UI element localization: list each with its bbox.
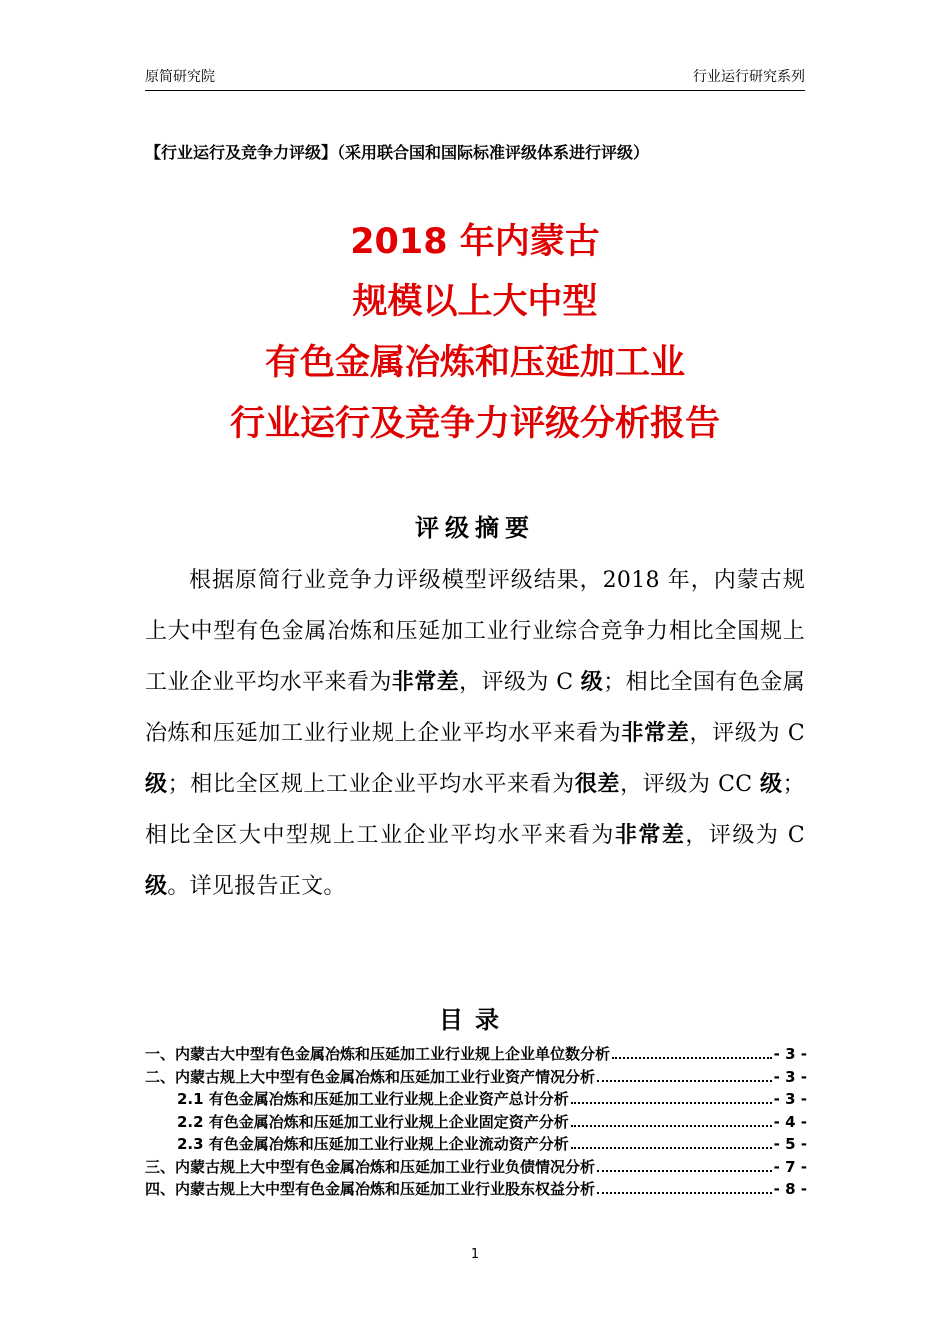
report-title-line-2: 规模以上大中型: [352, 282, 598, 322]
summary-rating-grade: 级: [145, 874, 168, 899]
toc-entry-page: - 3 -: [773, 1045, 807, 1063]
summary-text: ，评级为 CC: [620, 772, 761, 797]
toc-entry-label: 四、内蒙古规上大中型有色金属冶炼和压延加工业行业股东权益分析: [145, 1180, 596, 1198]
page-number: 1: [470, 1247, 480, 1262]
toc-entry[interactable]: [145, 1111, 807, 1134]
toc-heading: 目录: [439, 1006, 511, 1034]
toc-entry[interactable]: [145, 1156, 807, 1179]
summary-text: 根据原简行业竞争力评级模型评级结果，2018 年，内蒙古规上大中型有色金属冶炼和压延加工业行业综合竞争力相比全国规上工业企业平均水平来看为: [145, 568, 805, 695]
summary-rating-word: 非常差: [614, 823, 686, 848]
toc-entry-label: 一、内蒙古大中型有色金属冶炼和压延加工业行业规上企业单位数分析: [145, 1045, 611, 1063]
toc-leader-dots: [597, 1170, 772, 1172]
toc-entry-page: - 3 -: [773, 1067, 807, 1086]
summary-rating-grade: 级: [580, 670, 604, 695]
toc-entry-label: 2.1 有色金属冶炼和压延加工业行业规上企业资产总计分析: [177, 1090, 569, 1108]
toc-entry-label: 二、内蒙古规上大中型有色金属冶炼和压延加工业行业资产情况分析: [145, 1067, 596, 1086]
summary-rating-word: 非常差: [621, 721, 690, 746]
page-header: [145, 64, 805, 91]
toc-entry[interactable]: [145, 1043, 807, 1066]
rating-note: 【行业运行及竞争力评级】（采用联合国和国际标准评级体系进行评级）: [145, 143, 650, 162]
report-title-line-4: 行业运行及竞争力评级分析报告: [229, 404, 720, 444]
summary-text: ，评级为 C: [459, 670, 581, 695]
toc-entry-page: - 3 -: [773, 1090, 807, 1108]
toc-leader-dots: [612, 1057, 772, 1059]
summary-rating-word: 很差: [574, 772, 621, 797]
toc-entry-label: 2.2 有色金属冶炼和压延加工业行业规上企业固定资产分析: [177, 1112, 569, 1131]
toc-leader-dots: [571, 1102, 772, 1104]
report-title-line-3: 有色金属冶炼和压延加工业: [264, 343, 685, 383]
summary-text: ，评级为 C: [685, 823, 805, 848]
toc-leader-dots: [597, 1192, 772, 1194]
toc-entry-label: 2.3 有色金属冶炼和压延加工业行业规上企业流动资产分析: [177, 1135, 569, 1153]
summary-text: 。详见报告正文。: [167, 874, 346, 899]
summary-text: ；相比全区大中型规上工业企业平均水平来看为: [145, 772, 805, 848]
toc-entry-label: 三、内蒙古规上大中型有色金属冶炼和压延加工业行业负债情况分析: [145, 1157, 596, 1176]
toc-entry[interactable]: [145, 1133, 807, 1156]
summary-text: ；相比全区规上工业企业平均水平来看为: [167, 772, 575, 797]
toc-entry[interactable]: [145, 1066, 807, 1089]
summary-text: ，评级为 C: [689, 721, 805, 746]
toc-entry-page: - 4 -: [773, 1112, 807, 1131]
toc-entry-page: - 5 -: [773, 1135, 807, 1153]
summary-heading: 评级摘要: [415, 514, 535, 542]
toc-leader-dots: [597, 1080, 772, 1082]
toc-entry-page: - 8 -: [773, 1180, 807, 1198]
summary-text: ；相比全国有色金属冶炼和压延加工业行业规上企业平均水平来看为: [145, 670, 805, 746]
toc-entry[interactable]: [145, 1088, 807, 1111]
table-of-contents: [145, 1043, 807, 1201]
summary-paragraph: [145, 555, 805, 912]
summary-rating-grade: 级: [145, 772, 168, 797]
header-series-name: 行业运行研究系列: [693, 69, 805, 85]
toc-leader-dots: [571, 1125, 772, 1127]
header-org-name: 原简研究院: [145, 69, 215, 85]
toc-entry-page: - 7 -: [773, 1157, 807, 1176]
summary-rating-word: 非常差: [391, 670, 460, 695]
toc-entry[interactable]: [145, 1178, 807, 1201]
toc-leader-dots: [571, 1147, 772, 1149]
summary-rating-grade: 级: [760, 772, 783, 797]
report-title-line-1: 2018 年内蒙古: [350, 222, 600, 262]
